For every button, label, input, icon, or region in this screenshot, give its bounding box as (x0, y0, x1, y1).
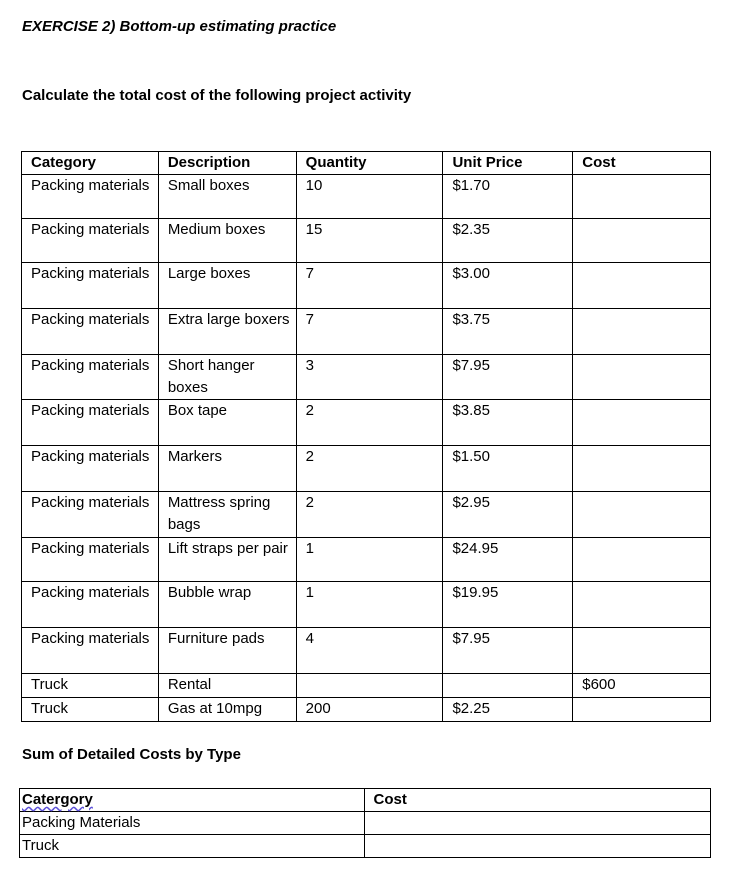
table-row (22, 698, 711, 722)
header-category: Category (22, 152, 159, 175)
header-quantity: Quantity (296, 152, 443, 175)
description-cell: Short hanger boxes (158, 355, 296, 400)
cost-cell[interactable] (573, 309, 711, 355)
summary-row (20, 812, 711, 835)
cost-cell[interactable] (573, 175, 711, 219)
quantity-cell: 1 (296, 582, 443, 628)
quantity-cell: 1 (296, 538, 443, 582)
summary-title: Sum of Detailed Costs by Type (22, 746, 241, 763)
table-row (22, 263, 711, 309)
table-row (22, 309, 711, 355)
description-cell: Bubble wrap (158, 582, 296, 628)
description-cell: Box tape (158, 400, 296, 446)
description-cell: Markers (158, 446, 296, 492)
table-row (22, 446, 711, 492)
cost-cell[interactable] (573, 400, 711, 446)
description-cell: Small boxes (158, 175, 296, 219)
unit-price-cell: $3.00 (443, 263, 573, 309)
quantity-cell: 4 (296, 628, 443, 674)
description-cell: Gas at 10mpg (158, 698, 296, 722)
summary-header-category: Catergory (20, 789, 365, 812)
quantity-cell: 7 (296, 263, 443, 309)
cost-cell[interactable] (573, 219, 711, 263)
category-cell: Truck (22, 698, 159, 722)
cost-table (21, 151, 711, 722)
unit-price-cell (443, 674, 573, 698)
exercise-title: EXERCISE 2) Bottom-up estimating practice (22, 18, 337, 35)
cost-cell[interactable]: $600 (573, 674, 711, 698)
table-row (22, 628, 711, 674)
unit-price-cell: $2.25 (443, 698, 573, 722)
description-cell: Mattress spring bags (158, 492, 296, 538)
instruction-text: Calculate the total cost of the following project activity (22, 87, 412, 104)
description-cell: Furniture pads (158, 628, 296, 674)
summary-table (19, 788, 711, 858)
quantity-cell (296, 674, 443, 698)
summary-category-cell: Packing Materials (20, 812, 365, 835)
quantity-cell: 3 (296, 355, 443, 400)
table-header-row (22, 152, 711, 175)
table-row (22, 400, 711, 446)
summary-category-cell: Truck (20, 835, 365, 858)
cost-cell[interactable] (573, 492, 711, 538)
summary-cost-cell[interactable] (364, 835, 710, 858)
cost-cell[interactable] (573, 582, 711, 628)
category-cell: Packing materials (22, 538, 159, 582)
summary-header-cost: Cost (364, 789, 710, 812)
unit-price-cell: $3.85 (443, 400, 573, 446)
category-cell: Packing materials (22, 175, 159, 219)
table-row (22, 582, 711, 628)
category-cell: Packing materials (22, 582, 159, 628)
header-cost: Cost (573, 152, 711, 175)
unit-price-cell: $24.95 (443, 538, 573, 582)
category-cell: Packing materials (22, 446, 159, 492)
unit-price-cell: $2.35 (443, 219, 573, 263)
cost-cell[interactable] (573, 355, 711, 400)
quantity-cell: 7 (296, 309, 443, 355)
table-row (22, 219, 711, 263)
description-cell: Rental (158, 674, 296, 698)
unit-price-cell: $19.95 (443, 582, 573, 628)
summary-cost-cell[interactable] (364, 812, 710, 835)
category-cell: Packing materials (22, 400, 159, 446)
category-cell: Packing materials (22, 492, 159, 538)
description-cell: Medium boxes (158, 219, 296, 263)
table-row (22, 175, 711, 219)
quantity-cell: 2 (296, 492, 443, 538)
cost-cell[interactable] (573, 628, 711, 674)
description-cell: Large boxes (158, 263, 296, 309)
table-row (22, 538, 711, 582)
category-cell: Packing materials (22, 309, 159, 355)
quantity-cell: 2 (296, 400, 443, 446)
summary-row (20, 835, 711, 858)
cost-cell[interactable] (573, 446, 711, 492)
quantity-cell: 200 (296, 698, 443, 722)
cost-cell[interactable] (573, 263, 711, 309)
cost-cell[interactable] (573, 538, 711, 582)
cost-cell[interactable] (573, 698, 711, 722)
category-cell: Truck (22, 674, 159, 698)
header-unit-price: Unit Price (443, 152, 573, 175)
category-cell: Packing materials (22, 628, 159, 674)
description-cell: Extra large boxers (158, 309, 296, 355)
table-row (22, 355, 711, 400)
category-cell: Packing materials (22, 219, 159, 263)
category-cell: Packing materials (22, 355, 159, 400)
category-cell: Packing materials (22, 263, 159, 309)
description-cell: Lift straps per pair (158, 538, 296, 582)
quantity-cell: 15 (296, 219, 443, 263)
unit-price-cell: $3.75 (443, 309, 573, 355)
unit-price-cell: $2.95 (443, 492, 573, 538)
header-description: Description (158, 152, 296, 175)
unit-price-cell: $1.50 (443, 446, 573, 492)
unit-price-cell: $1.70 (443, 175, 573, 219)
unit-price-cell: $7.95 (443, 355, 573, 400)
unit-price-cell: $7.95 (443, 628, 573, 674)
table-row (22, 492, 711, 538)
quantity-cell: 2 (296, 446, 443, 492)
summary-header-row (20, 789, 711, 812)
table-row (22, 674, 711, 698)
quantity-cell: 10 (296, 175, 443, 219)
